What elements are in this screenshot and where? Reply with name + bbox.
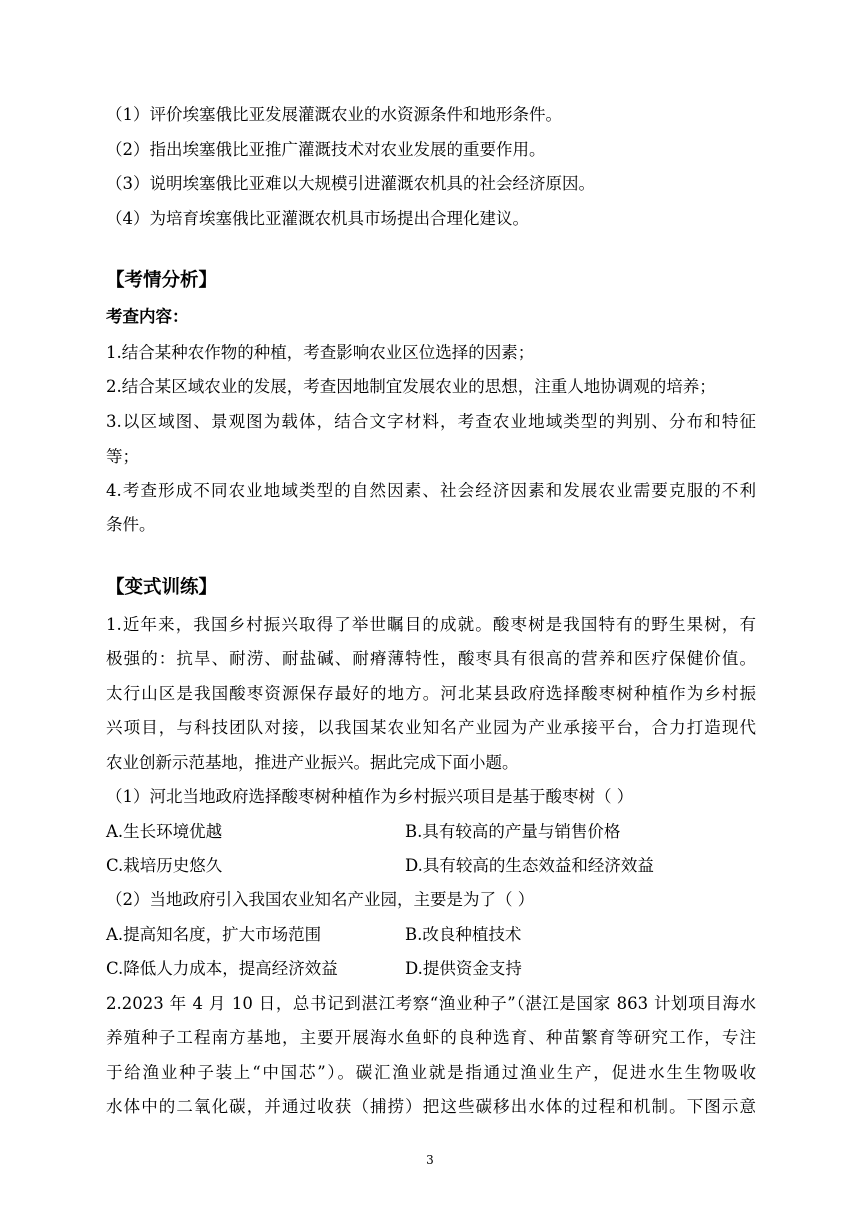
sub-question-1-stem: （1）河北当地政府选择酸枣树种植作为乡村振兴项目是基于酸枣树（ ） xyxy=(106,787,634,806)
question-2-line: 水体中的二氧化碳，并通过收获（捕捞）把这些碳移出水体的过程和机制。下图示意 xyxy=(106,1097,756,1116)
question-line: （1）评价埃塞俄比亚发展灌溉农业的水资源条件和地形条件。 xyxy=(106,105,562,124)
option-d: D.具有较高的生态效益和经济效益 xyxy=(405,856,654,875)
option-a: A.生长环境优越 xyxy=(106,822,223,841)
question-1-line: 极强的：抗旱、耐涝、耐盐碱、耐瘠薄特性，酸枣具有很高的营养和医疗保健价值。 xyxy=(106,649,756,668)
question-1-line: 农业创新示范基地，推进产业振兴。据此完成下面小题。 xyxy=(106,753,519,772)
question-1-line: 太行山区是我国酸枣资源保存最好的地方。河北某县政府选择酸枣树种植作为乡村振 xyxy=(106,684,756,703)
question-2-line: 养殖种子工程南方基地，主要开展海水鱼虾的良种选育、种苗繁育等研究工作，专注 xyxy=(106,1028,756,1047)
question-1-line: 1.近年来，我国乡村振兴取得了举世瞩目的成就。酸枣树是我国特有的野生果树，有 xyxy=(106,615,756,634)
question-2-line: 2.2023 年 4 月 10 日，总书记到湛江考察“渔业种子”（湛江是国家 863 计划项目海水 xyxy=(106,994,756,1013)
section-heading-analysis: 【考情分析】 xyxy=(106,270,218,291)
analysis-line: 条件。 xyxy=(106,515,156,534)
sub-question-2-stem: （2）当地政府引入我国农业知名产业园，主要是为了（ ） xyxy=(106,890,535,909)
analysis-line: 2.结合某区域农业的发展，考查因地制宜发展农业的思想，注重人地协调观的培养； xyxy=(106,377,716,396)
question-line: （2）指出埃塞俄比亚推广灌溉技术对农业发展的重要作用。 xyxy=(106,140,546,159)
page-number: 3 xyxy=(426,1153,434,1167)
question-2-line: 于给渔业种子装上“中国芯”）。碳汇渔业就是指通过渔业生产，促进水生生物吸收 xyxy=(106,1063,756,1082)
option-d: D.提供资金支持 xyxy=(405,959,522,978)
question-line: （4）为培育埃塞俄比亚灌溉农机具市场提出合理化建议。 xyxy=(106,209,529,228)
option-b: B.具有较高的产量与销售价格 xyxy=(405,822,621,841)
analysis-line: 3.以区域图、景观图为载体，结合文字材料，考查农业地域类型的判别、分布和特征 xyxy=(106,412,756,431)
analysis-line: 1.结合某种农作物的种植，考查影响农业区位选择的因素； xyxy=(106,343,535,362)
option-b: B.改良种植技术 xyxy=(405,925,522,944)
analysis-line: 4.考查形成不同农业地域类型的自然因素、社会经济因素和发展农业需要克服的不利 xyxy=(106,481,756,500)
option-c: C.栽培历史悠久 xyxy=(106,856,223,875)
question-1-line: 兴项目，与科技团队对接，以我国某农业知名产业园为产业承接平台，合力打造现代 xyxy=(106,718,756,737)
analysis-subheading: 考查内容： xyxy=(106,307,189,326)
analysis-line: 等； xyxy=(106,447,139,466)
question-line: （3）说明埃塞俄比亚难以大规模引进灌溉农机具的社会经济原因。 xyxy=(106,174,595,193)
option-a: A.提高知名度，扩大市场范围 xyxy=(106,925,322,944)
section-heading-training: 【变式训练】 xyxy=(106,577,218,598)
option-c: C.降低人力成本，提高经济效益 xyxy=(106,959,338,978)
